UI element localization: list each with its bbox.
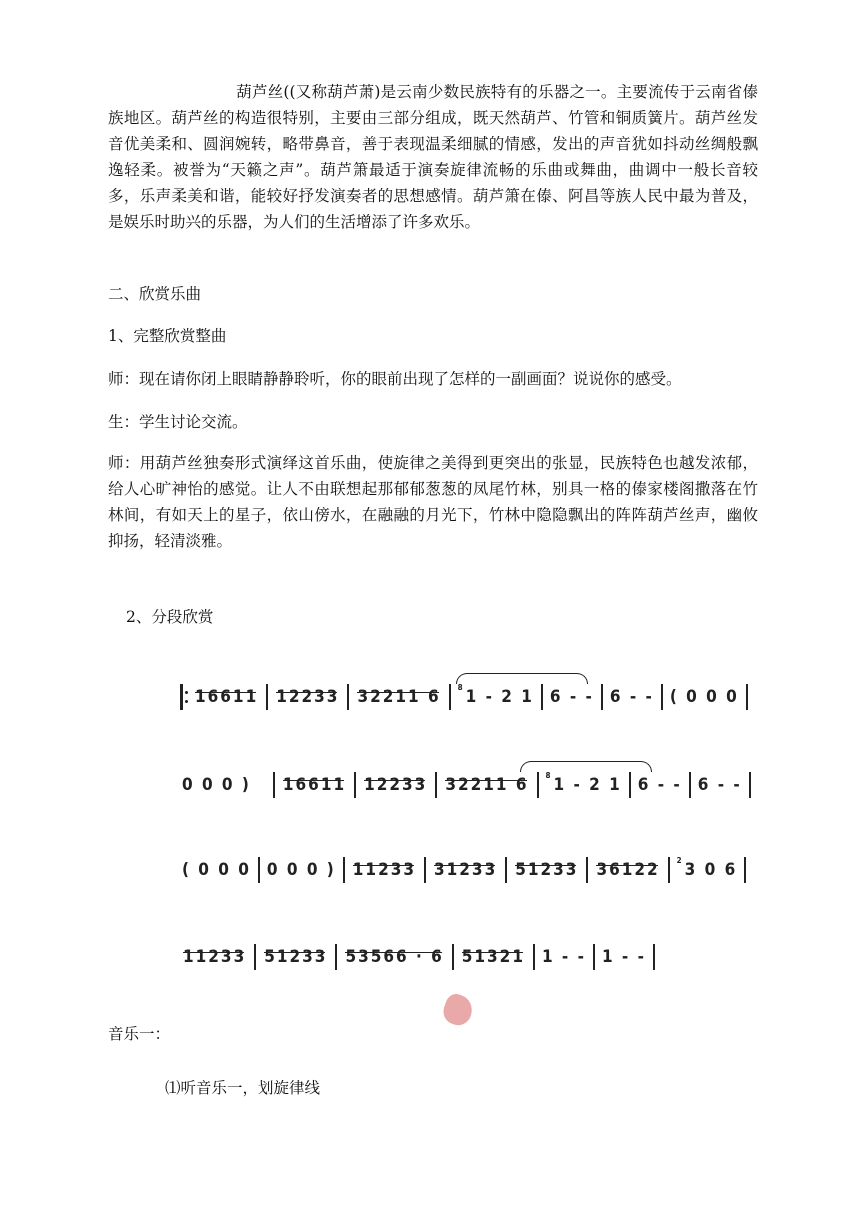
- score-measure: 31233: [431, 860, 500, 880]
- score-measure: 0 0 0 ): [182, 775, 251, 795]
- score-measure: 6 - -: [697, 775, 742, 795]
- score-measure: ( 0 0 0: [669, 687, 739, 707]
- intro-paragraph: [108, 79, 758, 235]
- numbered-notation-score: [180, 655, 742, 1035]
- score-measure: 53566 · 6: [342, 947, 446, 967]
- subsection-heading-1: 1、完整欣赏整曲: [108, 327, 227, 345]
- score-measure: 11233: [180, 947, 249, 967]
- score-measure: 1 - -: [601, 947, 646, 967]
- score-measure: 51321: [459, 947, 528, 967]
- score-measure: 36122: [593, 860, 662, 880]
- score-measure: 12233: [361, 775, 430, 795]
- score-measure: 1 - -: [541, 947, 586, 967]
- score-measure: 6 - -: [549, 687, 594, 707]
- long-slur: [456, 673, 588, 684]
- score-measure: 12233: [273, 687, 342, 707]
- intro-text: 葫芦丝((又称葫芦萧)是云南少数民族特有的乐器之一。主要流传于云南省傣族地区。葫芦丝的构造很特别，主要由三部分组成，既天然葫芦、竹管和铜质簧片。葫芦丝发音优美柔和、圆润婉转，略带鼻音，善于表现温柔细腻的情感，发出的声音犹如抖动丝绸般飘逸轻柔。被誉为“天籁之声”。葫芦箫最适于演奏旋律流畅的乐曲或舞曲，曲调中一般长音较多，乐声柔美和谐，能较好抒发演奏者的思想感情。葫芦箫在傣、阿昌等族人民中最为普及，是娱乐时助兴的乐器，为人们的生活增添了许多欢乐。: [108, 83, 758, 231]
- score-row-2: 0 0 0 ) 16611 12233 32211 6 8 1 - 2 1 6 - - 6 - -: [180, 755, 756, 815]
- score-measure: 32211 6: [442, 775, 531, 795]
- score-measure: 6 - -: [609, 687, 654, 707]
- score-measure: 16611: [192, 687, 261, 707]
- score-measure: 32211 6: [354, 687, 443, 707]
- score-measure: 6 - -: [637, 775, 682, 795]
- score-measure: 1 - 2 1: [465, 687, 534, 707]
- subsection-heading-2: 2、分段欣赏: [126, 608, 214, 626]
- score-row-4: [180, 927, 660, 987]
- score-row-1: 16611 12233 32211 6 8 1 - 2 1 6 - - 6 - - ( 0 0 0: [180, 667, 753, 727]
- section-heading: 二、欣赏乐曲: [108, 285, 202, 303]
- student-response: 生：学生讨论交流。: [108, 413, 248, 431]
- score-measure: 1 - 2 1: [553, 775, 622, 795]
- music-one-step: ⑴听音乐一，划旋律线: [165, 1079, 321, 1097]
- score-measure: 11233: [350, 860, 419, 880]
- score-row-3: ( 0 0 0 0 0 0 ) 11233 31233 51233 36122 2 3 0 6: [180, 840, 751, 900]
- music-one-label: 音乐一：: [108, 1025, 171, 1043]
- score-measure: 0 0 0 ): [266, 860, 336, 880]
- teacher-question: 师：现在请你闭上眼睛静静聆听，你的眼前出现了怎样的一副画面？说说你的感受。: [108, 370, 682, 388]
- ink-stain: [440, 991, 477, 1029]
- score-measure: 3 0 6: [684, 860, 738, 880]
- score-measure: 51233: [261, 947, 330, 967]
- score-measure: 16611: [280, 775, 349, 795]
- repeat-start-sign: [180, 684, 188, 710]
- score-measure: 51233: [512, 860, 581, 880]
- score-measure: ( 0 0 0: [182, 860, 251, 880]
- teacher-explanation: 师：用葫芦丝独奏形式演绎这首乐曲，使旋律之美得到更突出的张显，民族特色也越发浓郁，给人心旷神怡的感觉。让人不由联想起那郁郁葱葱的凤尾竹林，别具一格的傣家楼阁撒落在竹林间，有如天上的星子，依山傍水，在融融的月光下，竹林中隐隐飘出的阵阵葫芦丝声，幽攸抑扬，轻清淡雅。: [108, 454, 758, 550]
- long-slur: [520, 761, 652, 772]
